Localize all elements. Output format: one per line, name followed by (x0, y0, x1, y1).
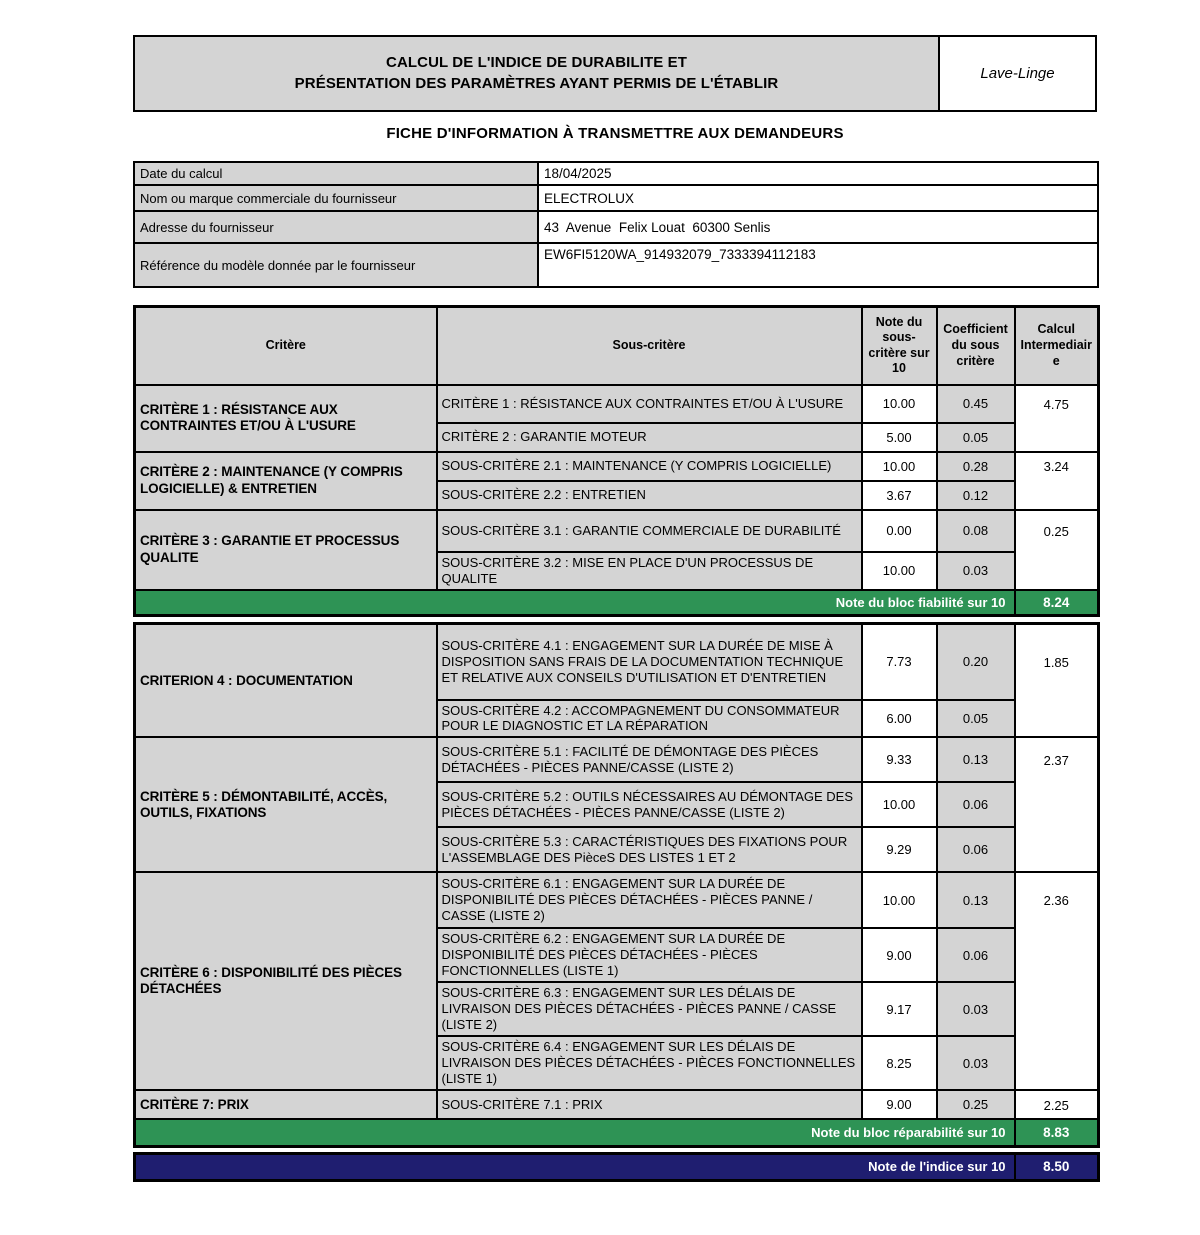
info-value: 43 Avenue Felix Louat 60300 Senlis (538, 211, 1098, 243)
info-value: ELECTROLUX (538, 185, 1098, 211)
header-coefficient: Coefficient du sous critère (937, 307, 1015, 385)
document-header (133, 35, 1097, 112)
criterion-cell: CRITÈRE 1 : RÉSISTANCE AUX CONTRAINTES ET/OU À L'USURE (135, 385, 437, 452)
header-critere: Critère (135, 307, 437, 385)
coefficient-cell: 0.05 (937, 423, 1015, 452)
calc-intermediate-cell: 2.36 (1015, 872, 1099, 1090)
sub-criterion-cell: SOUS-CRITÈRE 5.2 : OUTILS NÉCESSAIRES AU DÉMONTAGE DES PIÈCES DÉTACHÉES - PIÈCES PANNE/CASSE (LISTE 2) (437, 782, 862, 827)
criterion-cell: CRITÈRE 6 : DISPONIBILITÉ DES PIÈCES DÉTACHÉES (135, 872, 437, 1090)
criterion-cell: CRITÈRE 2 : MAINTENANCE (Y COMPRIS LOGICIELLE) & ENTRETIEN (135, 452, 437, 510)
table-row (135, 624, 1099, 700)
document-title (135, 37, 940, 110)
info-label: Référence du modèle donnée par le fournisseur (134, 243, 538, 287)
sub-criterion-cell: SOUS-CRITÈRE 3.2 : MISE EN PLACE D'UN PROCESSUS DE QUALITE (437, 552, 862, 590)
table-row (135, 510, 1099, 552)
calc-intermediate-cell: 2.25 (1015, 1090, 1099, 1119)
note-cell: 0.00 (862, 510, 937, 552)
note-cell: 7.73 (862, 624, 937, 700)
coefficient-cell: 0.05 (937, 700, 1015, 738)
note-cell: 8.25 (862, 1036, 937, 1090)
note-cell: 9.00 (862, 1090, 937, 1119)
product-type-box (940, 37, 1095, 110)
sub-criterion-cell: SOUS-CRITÈRE 2.1 : MAINTENANCE (Y COMPRIS LOGICIELLE) (437, 452, 862, 481)
supplier-info-table (133, 161, 1099, 288)
note-cell: 9.33 (862, 737, 937, 782)
sub-criterion-cell: SOUS-CRITÈRE 5.1 : FACILITÉ DE DÉMONTAGE DES PIÈCES DÉTACHÉES - PIÈCES PANNE/CASSE (LISTE 2) (437, 737, 862, 782)
sub-criterion-cell: SOUS-CRITÈRE 6.3 : ENGAGEMENT SUR LES DÉLAIS DE LIVRAISON DES PIÈCES DÉTACHÉES - PIÈCES PANNE / CASSE (LISTE 2) (437, 982, 862, 1036)
sub-criterion-cell: SOUS-CRITÈRE 3.1 : GARANTIE COMMERCIALE DE DURABILITÉ (437, 510, 862, 552)
info-value: 18/04/2025 (538, 162, 1098, 185)
note-cell: 6.00 (862, 700, 937, 738)
note-cell: 9.29 (862, 827, 937, 872)
info-row (134, 185, 1098, 211)
fiabilite-score-label: Note du bloc fiabilité sur 10 (135, 590, 1015, 616)
note-cell: 3.67 (862, 481, 937, 510)
coefficient-cell: 0.03 (937, 982, 1015, 1036)
sub-criterion-cell: SOUS-CRITÈRE 7.1 : PRIX (437, 1090, 862, 1119)
info-label: Date du calcul (134, 162, 538, 185)
note-cell: 10.00 (862, 872, 937, 928)
document-subtitle: FICHE D'INFORMATION À TRANSMETTRE AUX DEMANDEURS (386, 125, 844, 142)
document-title-line2: PRÉSENTATION DES PARAMÈTRES AYANT PERMIS DE L'ÉTABLIR (294, 74, 779, 92)
sub-criterion-cell: SOUS-CRITÈRE 6.2 : ENGAGEMENT SUR LA DURÉE DE DISPONIBILITÉ DES PIÈCES DÉTACHÉES - PIÈCES FONCTIONNELLES (LISTE 1) (437, 928, 862, 982)
info-label: Adresse du fournisseur (134, 211, 538, 243)
header-calcul: Calcul Intermediaire (1015, 307, 1099, 385)
index-score-label: Note de l'indice sur 10 (135, 1153, 1015, 1180)
sub-criterion-cell: SOUS-CRITÈRE 6.1 : ENGAGEMENT SUR LA DURÉE DE DISPONIBILITÉ DES PIÈCES DÉTACHÉES - PIÈCES PANNE / CASSE (LISTE 2) (437, 872, 862, 928)
criterion-cell: CRITERION 4 : DOCUMENTATION (135, 624, 437, 738)
calc-intermediate-cell: 0.25 (1015, 510, 1099, 590)
criterion-cell: CRITÈRE 3 : GARANTIE ET PROCESSUS QUALITE (135, 510, 437, 590)
criteria-table-fiabilite (133, 305, 1100, 617)
sub-criterion-cell: CRITÈRE 2 : GARANTIE MOTEUR (437, 423, 862, 452)
coefficient-cell: 0.06 (937, 827, 1015, 872)
info-row (134, 162, 1098, 185)
calc-intermediate-cell: 2.37 (1015, 737, 1099, 872)
coefficient-cell: 0.03 (937, 552, 1015, 590)
header-note: Note du sous-critère sur 10 (862, 307, 937, 385)
coefficient-cell: 0.20 (937, 624, 1015, 700)
reparabilite-score-label: Note du bloc réparabilité sur 10 (135, 1119, 1015, 1146)
note-cell: 5.00 (862, 423, 937, 452)
info-row (134, 243, 1098, 287)
table-row (135, 1090, 1099, 1119)
criteria-table-reparabilite (133, 622, 1100, 1148)
coefficient-cell: 0.06 (937, 928, 1015, 982)
sub-criterion-cell: SOUS-CRITÈRE 6.4 : ENGAGEMENT SUR LES DÉLAIS DE LIVRAISON DES PIÈCES DÉTACHÉES - PIÈCES FONCTIONNELLES (LISTE 1) (437, 1036, 862, 1090)
calc-intermediate-cell: 1.85 (1015, 624, 1099, 738)
calc-intermediate-cell: 3.24 (1015, 452, 1099, 510)
note-cell: 10.00 (862, 452, 937, 481)
sub-criterion-cell: SOUS-CRITÈRE 4.1 : ENGAGEMENT SUR LA DURÉE DE MISE À DISPOSITION SANS FRAIS DE LA DOCUMENTATION TECHNIQUE ET RELATIVE AUX CONSEILS D'UTILISATION ET D'ENTRETIEN (437, 624, 862, 700)
info-value: EW6FI5120WA_914932079_7333394112183 (538, 243, 1098, 287)
coefficient-cell: 0.13 (937, 872, 1015, 928)
table-row (135, 452, 1099, 481)
sub-criterion-cell: SOUS-CRITÈRE 5.3 : CARACTÉRISTIQUES DES FIXATIONS POUR L'ASSEMBLAGE DES PièceS DES LISTES 1 ET 2 (437, 827, 862, 872)
sub-criterion-cell: SOUS-CRITÈRE 4.2 : ACCOMPAGNEMENT DU CONSOMMATEUR POUR LE DIAGNOSTIC ET LA RÉPARATION (437, 700, 862, 738)
document-page (133, 35, 1097, 1182)
index-score-table (133, 1152, 1100, 1182)
calc-intermediate-cell: 4.75 (1015, 385, 1099, 452)
criteria-header-row (135, 307, 1099, 385)
criterion-cell: CRITÈRE 5 : DÉMONTABILITÉ, ACCÈS, OUTILS, FIXATIONS (135, 737, 437, 872)
coefficient-cell: 0.06 (937, 782, 1015, 827)
table-row (135, 385, 1099, 423)
sub-criterion-cell: CRITÈRE 1 : RÉSISTANCE AUX CONTRAINTES ET/OU À L'USURE (437, 385, 862, 423)
fiabilite-score-row (135, 590, 1099, 616)
table-row (135, 737, 1099, 782)
reparabilite-score-row (135, 1119, 1099, 1146)
info-row (134, 211, 1098, 243)
coefficient-cell: 0.12 (937, 481, 1015, 510)
sub-criterion-cell: SOUS-CRITÈRE 2.2 : ENTRETIEN (437, 481, 862, 510)
product-type-label: Lave-Linge (980, 65, 1055, 82)
coefficient-cell: 0.28 (937, 452, 1015, 481)
coefficient-cell: 0.13 (937, 737, 1015, 782)
note-cell: 9.17 (862, 982, 937, 1036)
header-sous-critere: Sous-critère (437, 307, 862, 385)
note-cell: 10.00 (862, 782, 937, 827)
coefficient-cell: 0.03 (937, 1036, 1015, 1090)
document-title-line1: CALCUL DE L'INDICE DE DURABILITE ET (386, 54, 687, 72)
note-cell: 9.00 (862, 928, 937, 982)
info-label: Nom ou marque commerciale du fournisseur (134, 185, 538, 211)
note-cell: 10.00 (862, 552, 937, 590)
reparabilite-score-value: 8.83 (1015, 1119, 1099, 1146)
coefficient-cell: 0.25 (937, 1090, 1015, 1119)
index-score-row (135, 1153, 1099, 1180)
criterion-cell: CRITÈRE 7: PRIX (135, 1090, 437, 1119)
fiabilite-score-value: 8.24 (1015, 590, 1099, 616)
coefficient-cell: 0.45 (937, 385, 1015, 423)
coefficient-cell: 0.08 (937, 510, 1015, 552)
table-row (135, 872, 1099, 928)
note-cell: 10.00 (862, 385, 937, 423)
index-score-value: 8.50 (1015, 1153, 1099, 1180)
